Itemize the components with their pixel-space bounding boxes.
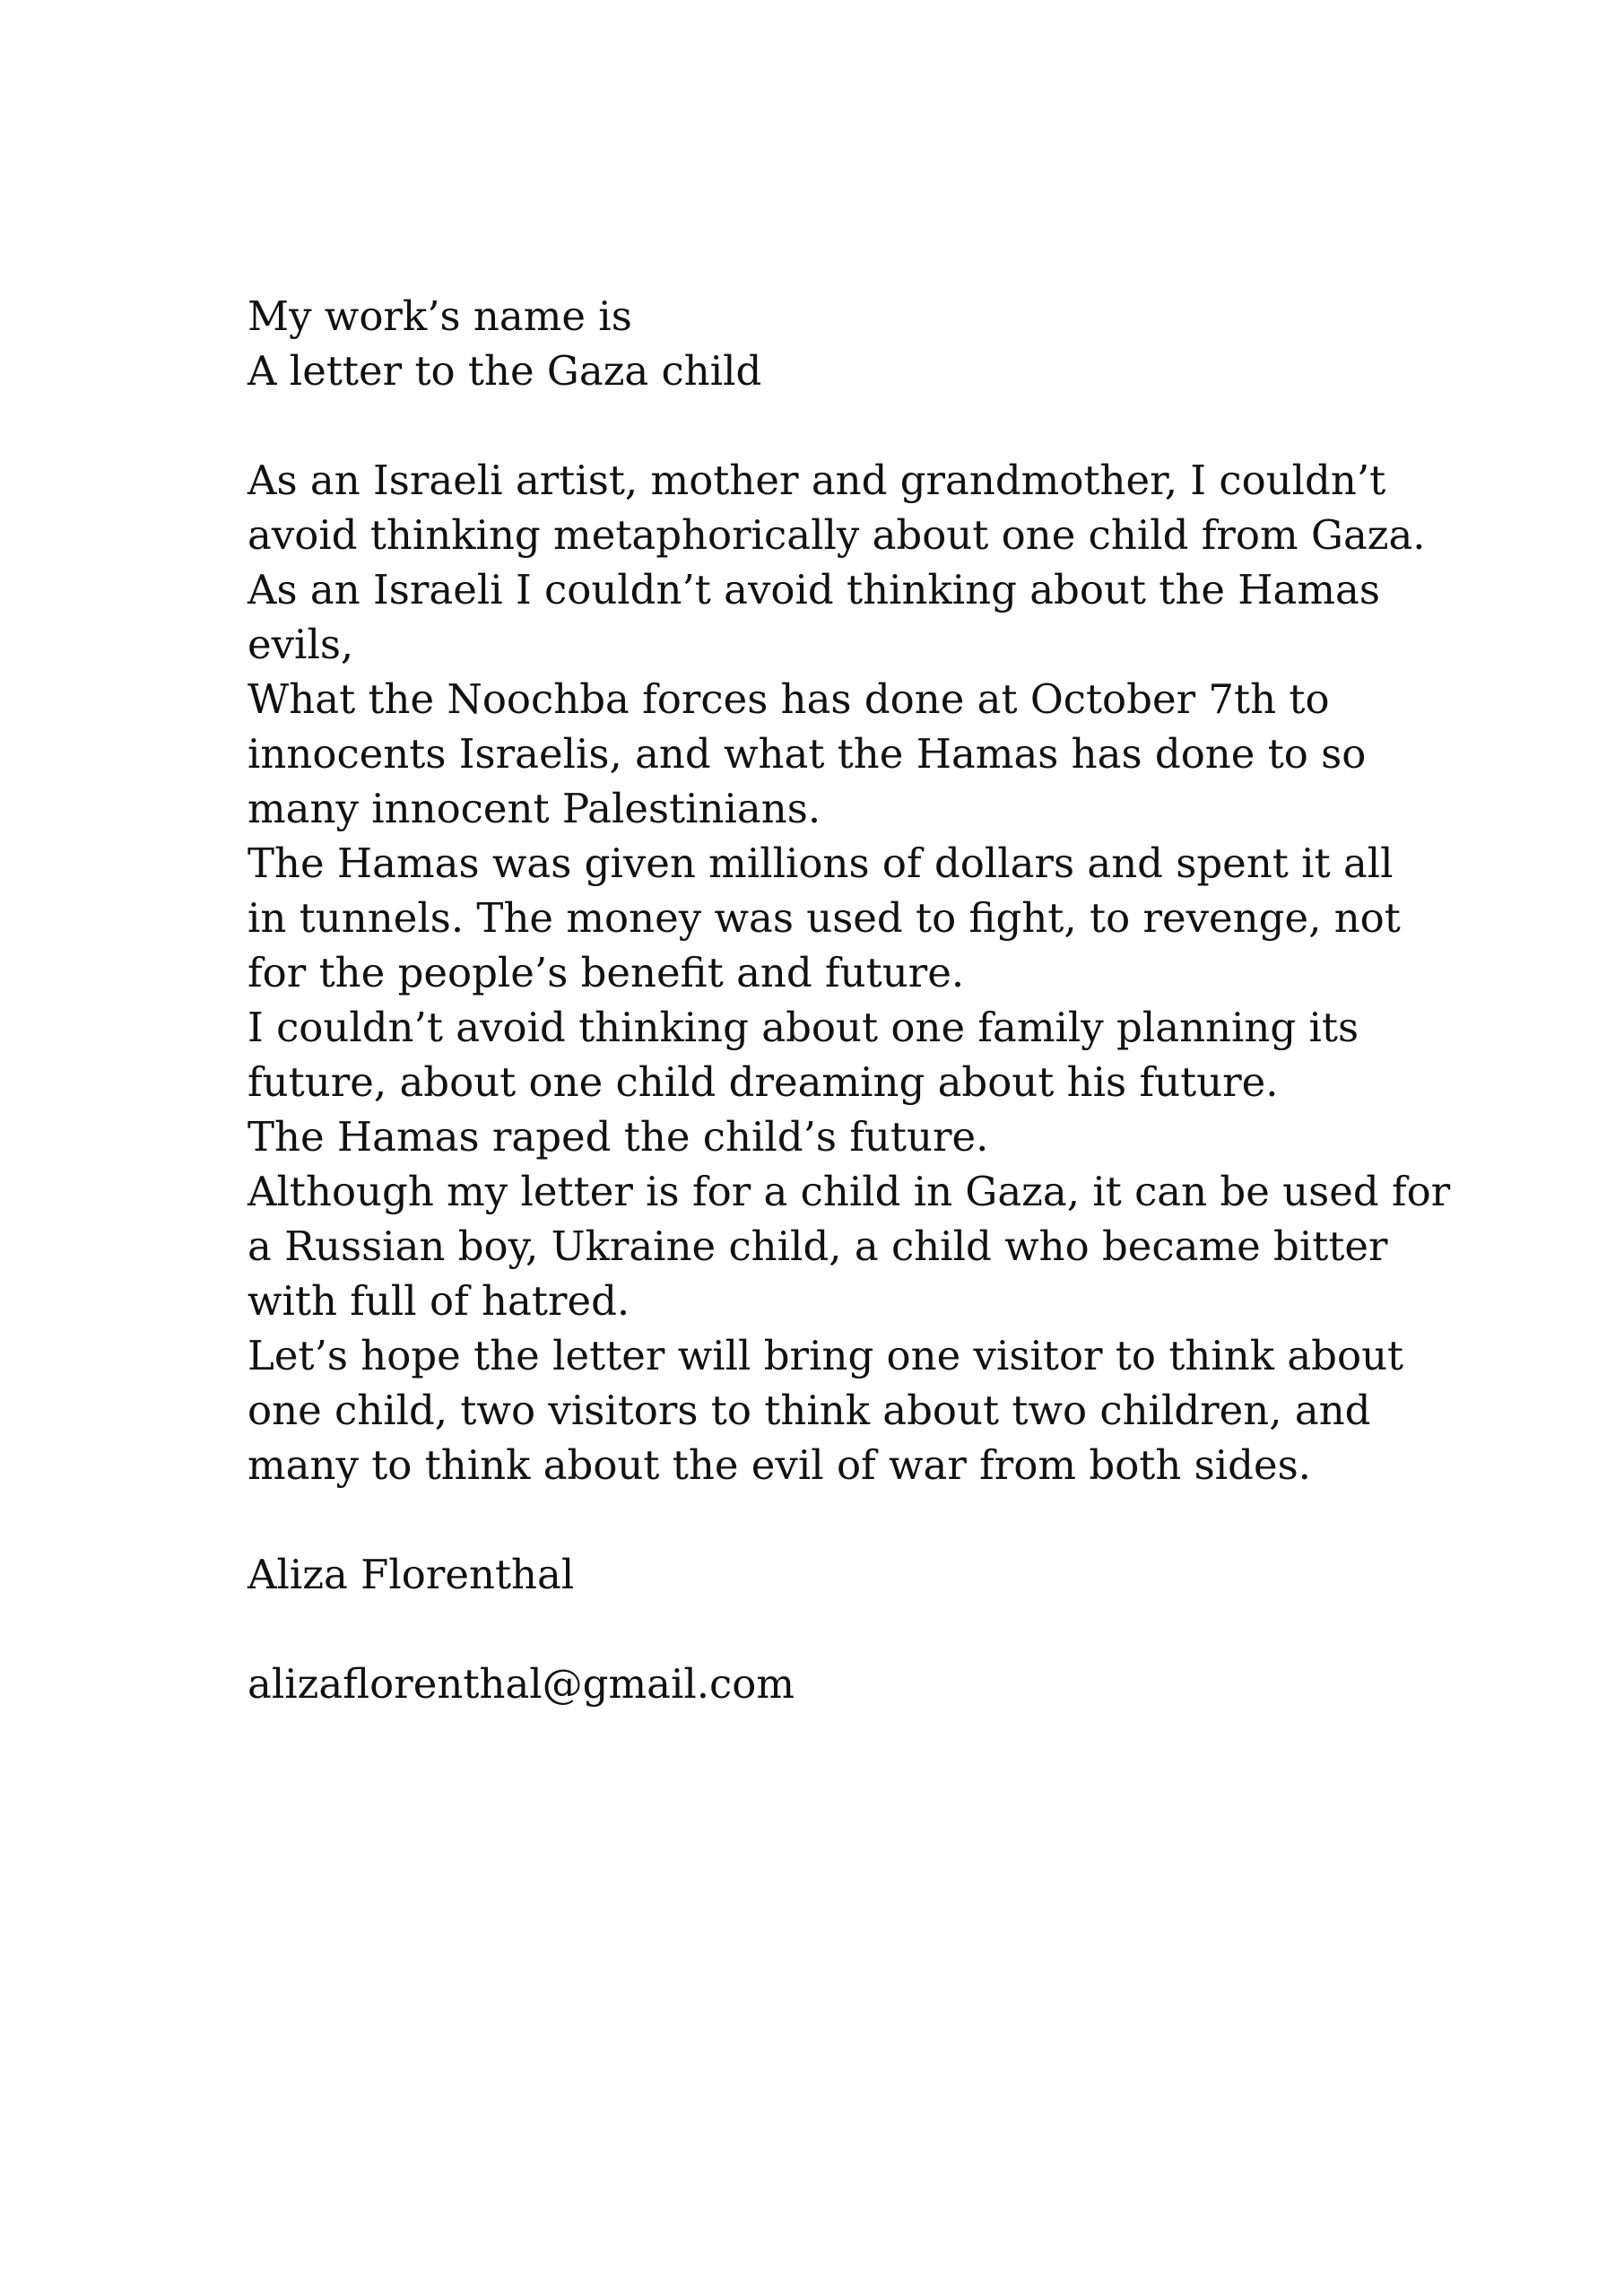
body-line: a Russian boy, Ukraine child, a child who became bitter (248, 1222, 1388, 1270)
body-line: As an Israeli artist, mother and grandmother, I couldn’t (248, 457, 1386, 504)
body-line: As an Israeli I couldn’t avoid thinking about the Hamas (248, 566, 1380, 613)
body-line: innocents Israelis, and what the Hamas has done to so (248, 730, 1367, 778)
heading-line: My work’s name is (248, 292, 632, 340)
body-line: Let’s hope the letter will bring one visitor to think about (248, 1332, 1404, 1379)
body-line: What the Noochba forces has done at October 7th to (248, 675, 1330, 723)
body-line: evils, (248, 621, 354, 668)
body-line: The Hamas was given millions of dollars and spent it all (248, 839, 1394, 887)
letter-heading (248, 289, 1440, 398)
paragraph-gap (248, 1602, 1440, 1657)
body-line: for the people’s benefit and future. (248, 949, 965, 996)
body-line: many to think about the evil of war from both sides. (248, 1441, 1311, 1489)
signature: Aliza Florenthal (248, 1551, 575, 1598)
body-line: The Hamas raped the child’s future. (248, 1113, 989, 1161)
body-line: one child, two visitors to think about two children, and (248, 1387, 1371, 1434)
letter-body (248, 453, 1451, 1492)
heading-line: A letter to the Gaza child (248, 347, 762, 395)
body-line: Although my letter is for a child in Gaza, it can be used for (248, 1168, 1451, 1215)
letter-content (248, 289, 1451, 1711)
body-line: I couldn’t avoid thinking about one family planning its (248, 1004, 1359, 1051)
email-address: alizaflorenthal@gmail.com (248, 1660, 795, 1708)
body-line: in tunnels. The money was used to fight, to revenge, not (248, 894, 1401, 942)
paragraph-gap (248, 1492, 1440, 1547)
body-line: avoid thinking metaphorically about one child from Gaza. (248, 511, 1426, 559)
body-line: future, about one child dreaming about his future. (248, 1058, 1279, 1106)
body-line: with full of hatred. (248, 1277, 630, 1325)
body-line: many innocent Palestinians. (248, 785, 821, 832)
paragraph-gap (248, 398, 1440, 453)
